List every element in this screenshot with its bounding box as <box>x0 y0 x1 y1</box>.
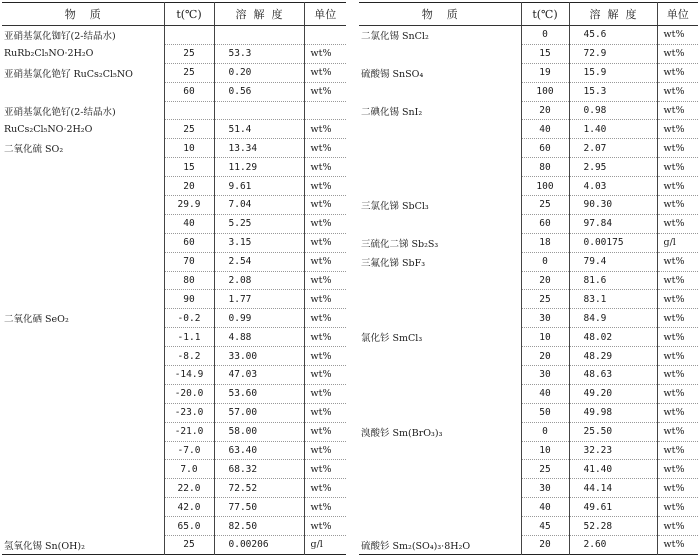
unit-cell: wt% <box>657 139 698 158</box>
solubility-table-left <box>2 2 346 555</box>
substance-cell <box>359 460 521 479</box>
header-row <box>359 3 698 26</box>
unit-cell <box>304 26 346 45</box>
temperature-cell: 60 <box>164 82 214 101</box>
unit-cell: wt% <box>304 139 346 158</box>
unit-cell: wt% <box>657 63 698 82</box>
substance-cell <box>359 403 521 422</box>
table-row <box>359 158 698 177</box>
solubility-cell: 2.60 <box>569 536 657 555</box>
substance-cell: 亚硝基氯化铯钌(2-结晶水) <box>4 106 116 118</box>
temperature-cell: 25 <box>164 44 214 63</box>
table-row <box>359 177 698 196</box>
temperature-cell: 40 <box>521 498 569 517</box>
solubility-cell: 53.60 <box>214 384 304 403</box>
substance-cell <box>2 479 164 498</box>
substance-cell: 硫酸钐 Sm₂(SO₄)₃·8H₂O <box>361 540 471 552</box>
table-row <box>359 309 698 328</box>
substance-cell <box>359 120 521 139</box>
temperature-cell: 10 <box>521 328 569 347</box>
unit-cell: wt% <box>304 82 346 101</box>
temperature-cell <box>164 26 214 45</box>
table-row <box>2 214 346 233</box>
table-row <box>2 26 346 45</box>
table-row <box>2 384 346 403</box>
table-row <box>359 479 698 498</box>
temperature-cell: 18 <box>521 233 569 252</box>
substance-cell: 三硫化二锑 Sb₂S₃ <box>361 238 439 250</box>
unit-cell: wt% <box>657 498 698 517</box>
solubility-cell: 44.14 <box>569 479 657 498</box>
table-row <box>359 139 698 158</box>
temperature-cell <box>164 101 214 120</box>
substance-cell <box>359 347 521 366</box>
unit-cell: wt% <box>304 328 346 347</box>
temperature-cell: -8.2 <box>164 347 214 366</box>
temperature-cell: 70 <box>164 252 214 271</box>
temperature-cell: 42.0 <box>164 498 214 517</box>
solubility-cell: 51.4 <box>214 120 304 139</box>
substance-cell <box>2 441 164 460</box>
temperature-cell: 50 <box>521 403 569 422</box>
solubility-cell: 72.52 <box>214 479 304 498</box>
solubility-cell: 25.50 <box>569 422 657 441</box>
solubility-cell: 32.23 <box>569 441 657 460</box>
substance-cell <box>2 328 164 347</box>
substance-cell <box>359 271 521 290</box>
substance-cell <box>359 441 521 460</box>
solubility-cell: 53.3 <box>214 44 304 63</box>
temperature-cell: 0 <box>521 26 569 45</box>
table-row <box>359 366 698 385</box>
table-row <box>2 290 346 309</box>
unit-cell: wt% <box>304 441 346 460</box>
temperature-cell: 22.0 <box>164 479 214 498</box>
table-row <box>2 44 346 63</box>
substance-cell: 亚硝基氯化铷钌(2-结晶水) <box>4 31 116 43</box>
unit-cell: wt% <box>657 252 698 271</box>
table-row <box>2 158 346 177</box>
substance-cell <box>359 82 521 101</box>
substance-cell: 二氯化锡 SnCl₂ <box>361 31 429 43</box>
unit-cell: wt% <box>304 517 346 536</box>
solubility-cell: 48.29 <box>569 347 657 366</box>
substance-header: 物 质 <box>359 3 521 26</box>
solubility-cell: 77.50 <box>214 498 304 517</box>
table-row <box>2 479 346 498</box>
unit-cell: wt% <box>657 441 698 460</box>
solubility-cell: 72.9 <box>569 44 657 63</box>
unit-cell: g/l <box>657 233 698 252</box>
solubility-cell: 49.98 <box>569 403 657 422</box>
table-row <box>2 82 346 101</box>
solubility-cell: 7.04 <box>214 196 304 215</box>
table-row <box>359 290 698 309</box>
substance-cell <box>2 233 164 252</box>
temperature-cell: 30 <box>521 479 569 498</box>
solubility-cell: 52.28 <box>569 517 657 536</box>
table-row <box>359 63 698 82</box>
substance-cell <box>2 196 164 215</box>
temperature-cell: 40 <box>164 214 214 233</box>
unit-cell: wt% <box>304 44 346 63</box>
unit-cell: wt% <box>304 366 346 385</box>
substance-cell <box>359 384 521 403</box>
unit-cell: wt% <box>304 384 346 403</box>
substance-cell: 氢氧化锡 Sn(OH)₂ <box>4 540 85 552</box>
solubility-cell: 5.25 <box>214 214 304 233</box>
solubility-cell: 58.00 <box>214 422 304 441</box>
solubility-cell: 2.54 <box>214 252 304 271</box>
solubility-cell: 0.00175 <box>569 233 657 252</box>
temperature-cell: 40 <box>521 120 569 139</box>
temperature-cell: -14.9 <box>164 366 214 385</box>
table-row <box>359 233 698 252</box>
unit-header: 单位 <box>657 3 698 26</box>
solubility-cell: 47.03 <box>214 366 304 385</box>
table-row <box>2 233 346 252</box>
table-body-right <box>359 26 698 555</box>
solubility-header: 溶 解 度 <box>569 3 657 26</box>
solubility-cell: 41.40 <box>569 460 657 479</box>
unit-cell: wt% <box>657 403 698 422</box>
substance-cell <box>359 517 521 536</box>
solubility-cell: 63.40 <box>214 441 304 460</box>
temperature-cell: 20 <box>521 271 569 290</box>
unit-cell: wt% <box>304 403 346 422</box>
unit-cell: wt% <box>304 196 346 215</box>
temperature-cell: 25 <box>521 196 569 215</box>
temperature-cell: 80 <box>164 271 214 290</box>
unit-cell: wt% <box>657 479 698 498</box>
solubility-cell: 48.63 <box>569 366 657 385</box>
temperature-cell: 80 <box>521 158 569 177</box>
temperature-cell: 60 <box>521 139 569 158</box>
temperature-cell: -21.0 <box>164 422 214 441</box>
table-row <box>359 82 698 101</box>
unit-cell: wt% <box>657 517 698 536</box>
temperature-cell: -23.0 <box>164 403 214 422</box>
temperature-cell: 20 <box>521 347 569 366</box>
substance-cell <box>2 214 164 233</box>
temperature-cell: 100 <box>521 177 569 196</box>
unit-cell: wt% <box>304 290 346 309</box>
temperature-cell: 40 <box>521 384 569 403</box>
solubility-cell: 1.77 <box>214 290 304 309</box>
table-row <box>2 120 346 139</box>
table-row <box>359 536 698 555</box>
substance-cell <box>2 177 164 196</box>
unit-cell: wt% <box>657 101 698 120</box>
unit-cell: wt% <box>304 120 346 139</box>
substance-cell <box>2 290 164 309</box>
unit-cell: wt% <box>304 460 346 479</box>
substance-cell: 二碘化锡 SnI₂ <box>361 106 423 118</box>
table-row <box>359 26 698 45</box>
substance-header: 物 质 <box>2 3 164 26</box>
solubility-cell: 2.95 <box>569 158 657 177</box>
table-row <box>2 252 346 271</box>
table-row <box>2 63 346 82</box>
unit-cell: wt% <box>657 460 698 479</box>
temperature-cell: 45 <box>521 517 569 536</box>
substance-cell <box>2 384 164 403</box>
solubility-cell: 4.03 <box>569 177 657 196</box>
solubility-cell: 9.61 <box>214 177 304 196</box>
substance-cell: 二氧化硫 SO₂ <box>4 144 64 156</box>
substance-cell <box>2 498 164 517</box>
table-row <box>359 498 698 517</box>
unit-cell: wt% <box>304 158 346 177</box>
substance-cell: RuCs₂Cl₅NO·2H₂O <box>4 123 93 135</box>
temperature-cell: 25 <box>521 460 569 479</box>
solubility-cell: 84.9 <box>569 309 657 328</box>
table-row <box>359 252 698 271</box>
table-row <box>359 347 698 366</box>
temperature-cell: 20 <box>521 101 569 120</box>
substance-cell: 三氟化锑 SbF₃ <box>361 257 426 269</box>
temperature-cell: 25 <box>164 120 214 139</box>
temperature-cell: 15 <box>521 44 569 63</box>
substance-cell: 二氧化硒 SeO₂ <box>4 314 69 326</box>
table-row <box>359 441 698 460</box>
solubility-cell: 4.88 <box>214 328 304 347</box>
temperature-cell: 90 <box>164 290 214 309</box>
substance-cell <box>2 82 164 101</box>
table-row <box>2 328 346 347</box>
unit-cell: wt% <box>657 44 698 63</box>
unit-cell: wt% <box>657 422 698 441</box>
temperature-cell: -0.2 <box>164 309 214 328</box>
solubility-cell: 90.30 <box>569 196 657 215</box>
temperature-cell: 30 <box>521 309 569 328</box>
table-body-left <box>2 26 346 555</box>
substance-cell <box>2 403 164 422</box>
substance-cell <box>359 44 521 63</box>
temperature-cell: 0 <box>521 252 569 271</box>
temperature-cell: 25 <box>164 536 214 555</box>
temperature-cell: 60 <box>521 214 569 233</box>
temperature-cell: 10 <box>164 139 214 158</box>
substance-cell <box>2 460 164 479</box>
substance-cell <box>2 517 164 536</box>
table-row <box>2 347 346 366</box>
solubility-cell: 49.61 <box>569 498 657 517</box>
table-row <box>2 517 346 536</box>
temperature-cell: 19 <box>521 63 569 82</box>
solubility-table-right <box>359 2 698 555</box>
unit-cell: wt% <box>657 26 698 45</box>
temperature-header: t(℃) <box>521 3 569 26</box>
table-row <box>359 196 698 215</box>
temperature-cell: 7.0 <box>164 460 214 479</box>
substance-cell <box>2 158 164 177</box>
solubility-cell: 33.00 <box>214 347 304 366</box>
table-row <box>2 366 346 385</box>
substance-cell: 溴酸钐 Sm(BrO₃)₃ <box>361 427 443 439</box>
solubility-cell: 15.9 <box>569 63 657 82</box>
temperature-cell: 25 <box>164 63 214 82</box>
table-row <box>359 384 698 403</box>
unit-cell: wt% <box>304 309 346 328</box>
substance-cell <box>359 309 521 328</box>
table-row <box>2 403 346 422</box>
table-row <box>359 328 698 347</box>
solubility-cell: 68.32 <box>214 460 304 479</box>
unit-cell <box>304 101 346 120</box>
unit-cell: wt% <box>657 309 698 328</box>
substance-cell: 亚硝基氯化铯钌 RuCs₂Cl₅NO <box>4 68 133 80</box>
solubility-cell: 1.40 <box>569 120 657 139</box>
solubility-cell: 0.00206 <box>214 536 304 555</box>
unit-cell: wt% <box>304 63 346 82</box>
solubility-cell: 0.20 <box>214 63 304 82</box>
unit-cell: wt% <box>304 422 346 441</box>
solubility-header: 溶 解 度 <box>214 3 304 26</box>
table-row <box>2 460 346 479</box>
table-row <box>2 271 346 290</box>
solubility-cell: 45.6 <box>569 26 657 45</box>
solubility-cell: 11.29 <box>214 158 304 177</box>
unit-cell: wt% <box>657 158 698 177</box>
substance-cell <box>2 271 164 290</box>
unit-cell: wt% <box>657 328 698 347</box>
substance-cell <box>359 290 521 309</box>
solubility-cell: 82.50 <box>214 517 304 536</box>
substance-cell <box>2 422 164 441</box>
unit-cell: wt% <box>657 177 698 196</box>
solubility-cell: 81.6 <box>569 271 657 290</box>
table-row <box>2 441 346 460</box>
table-row <box>359 101 698 120</box>
unit-cell: wt% <box>304 233 346 252</box>
solubility-cell: 97.84 <box>569 214 657 233</box>
table-row <box>359 120 698 139</box>
unit-cell: wt% <box>657 366 698 385</box>
unit-cell: wt% <box>657 196 698 215</box>
temperature-cell: 10 <box>521 441 569 460</box>
unit-cell: wt% <box>657 271 698 290</box>
substance-cell: 硫酸锡 SnSO₄ <box>361 68 424 80</box>
solubility-cell: 83.1 <box>569 290 657 309</box>
unit-cell: wt% <box>304 479 346 498</box>
solubility-cell: 49.20 <box>569 384 657 403</box>
unit-cell: wt% <box>304 347 346 366</box>
solubility-cell: 2.07 <box>569 139 657 158</box>
table-row <box>359 214 698 233</box>
temperature-cell: 0 <box>521 422 569 441</box>
table-row <box>359 44 698 63</box>
substance-cell <box>359 366 521 385</box>
table-row <box>359 271 698 290</box>
solubility-cell <box>214 26 304 45</box>
solubility-cell: 13.34 <box>214 139 304 158</box>
temperature-cell: 65.0 <box>164 517 214 536</box>
temperature-cell: 60 <box>164 233 214 252</box>
temperature-cell: 20 <box>521 536 569 555</box>
substance-cell <box>2 347 164 366</box>
substance-cell <box>359 177 521 196</box>
table-row <box>2 309 346 328</box>
solubility-cell: 79.4 <box>569 252 657 271</box>
substance-cell <box>359 214 521 233</box>
solubility-cell: 0.56 <box>214 82 304 101</box>
unit-header: 单位 <box>304 3 346 26</box>
solubility-cell: 0.98 <box>569 101 657 120</box>
temperature-cell: 29.9 <box>164 196 214 215</box>
unit-cell: wt% <box>657 384 698 403</box>
temperature-cell: -7.0 <box>164 441 214 460</box>
substance-cell <box>2 366 164 385</box>
substance-cell: 三氯化锑 SbCl₃ <box>361 200 429 212</box>
solubility-cell: 3.15 <box>214 233 304 252</box>
solubility-cell: 15.3 <box>569 82 657 101</box>
table-row <box>2 196 346 215</box>
solubility-cell: 2.08 <box>214 271 304 290</box>
substance-cell <box>359 498 521 517</box>
temperature-cell: 100 <box>521 82 569 101</box>
substance-cell <box>2 252 164 271</box>
solubility-cell: 57.00 <box>214 403 304 422</box>
solubility-cell <box>214 101 304 120</box>
table-row <box>2 536 346 555</box>
table-row <box>2 422 346 441</box>
unit-cell: wt% <box>304 252 346 271</box>
temperature-cell: 15 <box>164 158 214 177</box>
substance-cell <box>359 139 521 158</box>
temperature-header: t(℃) <box>164 3 214 26</box>
table-row <box>2 139 346 158</box>
table-row <box>359 422 698 441</box>
unit-cell: wt% <box>657 290 698 309</box>
header-row <box>2 3 346 26</box>
table-row <box>359 460 698 479</box>
temperature-cell: 25 <box>521 290 569 309</box>
substance-cell <box>359 479 521 498</box>
table-row <box>359 403 698 422</box>
table-row <box>2 177 346 196</box>
unit-cell: wt% <box>657 120 698 139</box>
unit-cell: wt% <box>657 82 698 101</box>
unit-cell: wt% <box>304 214 346 233</box>
table-row <box>359 517 698 536</box>
substance-cell: RuRb₂Cl₅NO·2H₂O <box>4 48 94 60</box>
unit-cell: wt% <box>657 347 698 366</box>
unit-cell: wt% <box>657 214 698 233</box>
temperature-cell: -1.1 <box>164 328 214 347</box>
unit-cell: wt% <box>304 498 346 517</box>
unit-cell: wt% <box>304 271 346 290</box>
substance-cell: 氯化钐 SmCl₃ <box>361 333 423 345</box>
solubility-cell: 0.99 <box>214 309 304 328</box>
table-row <box>2 101 346 120</box>
unit-cell: wt% <box>304 177 346 196</box>
table-row <box>2 498 346 517</box>
solubility-cell: 48.02 <box>569 328 657 347</box>
temperature-cell: -20.0 <box>164 384 214 403</box>
temperature-cell: 30 <box>521 366 569 385</box>
temperature-cell: 20 <box>164 177 214 196</box>
substance-cell <box>359 158 521 177</box>
unit-cell: wt% <box>657 536 698 555</box>
unit-cell: g/l <box>304 536 346 555</box>
